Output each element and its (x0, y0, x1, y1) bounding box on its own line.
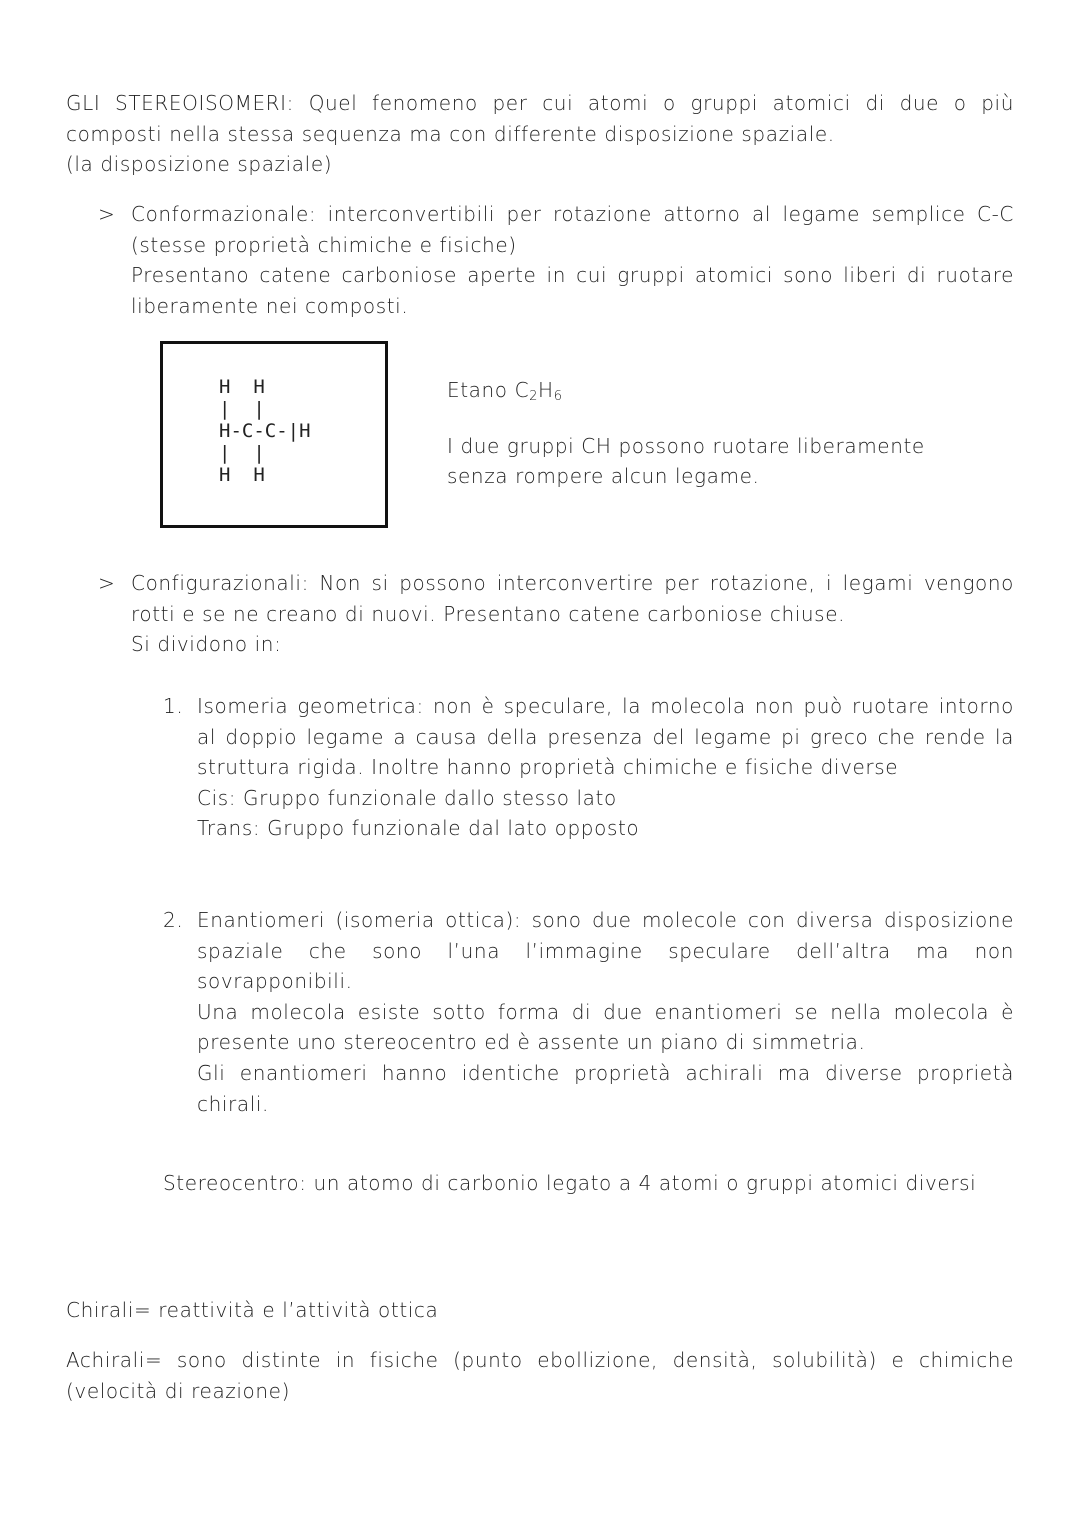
item-cis: Cis: Gruppo funzionale dallo stesso lato (197, 785, 617, 810)
stereocentro-definition: Stereocentro: un atomo di carbonio legato a 4 atomi o gruppi atomici diversi (163, 1171, 977, 1195)
ethane-structure-box (160, 341, 388, 528)
item-number: 2. (163, 908, 184, 932)
list-item-1 (163, 691, 1014, 844)
list-item-2 (163, 905, 1014, 1119)
achirali-text: Achirali= sono distinte in fisiche (punto ebollizione, densità, solubilità) e chimiche (velocità di reazione) (66, 1348, 1014, 1403)
item-text: Enantiomeri (isomeria ottica): sono due molecole con diversa disposizione spaziale che sono l’una l’immagine speculare dell’altra ma non sovrapponibili. (197, 908, 1014, 994)
ethane-structure: H H | | H-C-C-|H | | H H (219, 376, 311, 486)
configurazionali-text: Configurazionali: Non si possono interconvertire per rotazione, i legami vengono rotti e se ne creano di nuovi. Presentano catene carboniose chiuse. (131, 571, 1014, 626)
intro-section (66, 88, 1014, 180)
ethane-h: H (538, 378, 554, 402)
ethane-formula (447, 375, 1007, 413)
subscript: 2 (529, 389, 539, 404)
item-number: 1. (163, 694, 184, 718)
bullet-configurazionali (98, 568, 1014, 660)
item-text-3: Gli enantiomeri hanno identiche proprietà achirali ma diverse proprietà chirali. (197, 1060, 1014, 1116)
conformazionale-text-2: Presentano catene carboniose aperte in cui gruppi atomici sono liberi di ruotare liberamente nei composti. (131, 263, 1014, 318)
configurazionali-text-2: Si dividono in: (131, 632, 282, 657)
ethane-caption: I due gruppi CH possono ruotare liberamente senza rompere alcun legame. (447, 433, 925, 489)
item-text: Isomeria geometrica: non è speculare, la molecola non può ruotare intorno al doppio legame a causa della presenza del legame pi greco che rende la struttura rigida. Inoltre hanno proprietà chimiche e fisiche diverse (197, 694, 1014, 780)
item-text-2: Una molecola esiste sotto forma di due enantiomeri se nella molecola è presente uno stereocentro ed è assente un piano di simmetria. (197, 999, 1014, 1055)
chirali-text: Chirali= reattività e l’attività ottica (66, 1298, 439, 1322)
item-trans: Trans: Gruppo funzionale dal lato opposto (197, 816, 640, 841)
bullet-conformazionale (98, 199, 1014, 321)
bullet-marker: > (98, 202, 116, 226)
intro-text: GLI STEREOISOMERI: Quel fenomeno per cui atomi o gruppi atomici di due o più composti nella stessa sequenza ma con differente disposizione spaziale. (66, 91, 1014, 146)
ethane-name: Etano C (447, 378, 530, 402)
subscript: 6 (553, 389, 563, 404)
ethane-description (447, 375, 1007, 492)
intro-note: (la disposizione spaziale) (66, 152, 333, 177)
conformazionale-text: Conformazionale: interconvertibili per rotazione attorno al legame semplice C-C (stesse proprietà chimiche e fisiche) (131, 202, 1014, 257)
bullet-marker: > (98, 571, 116, 595)
